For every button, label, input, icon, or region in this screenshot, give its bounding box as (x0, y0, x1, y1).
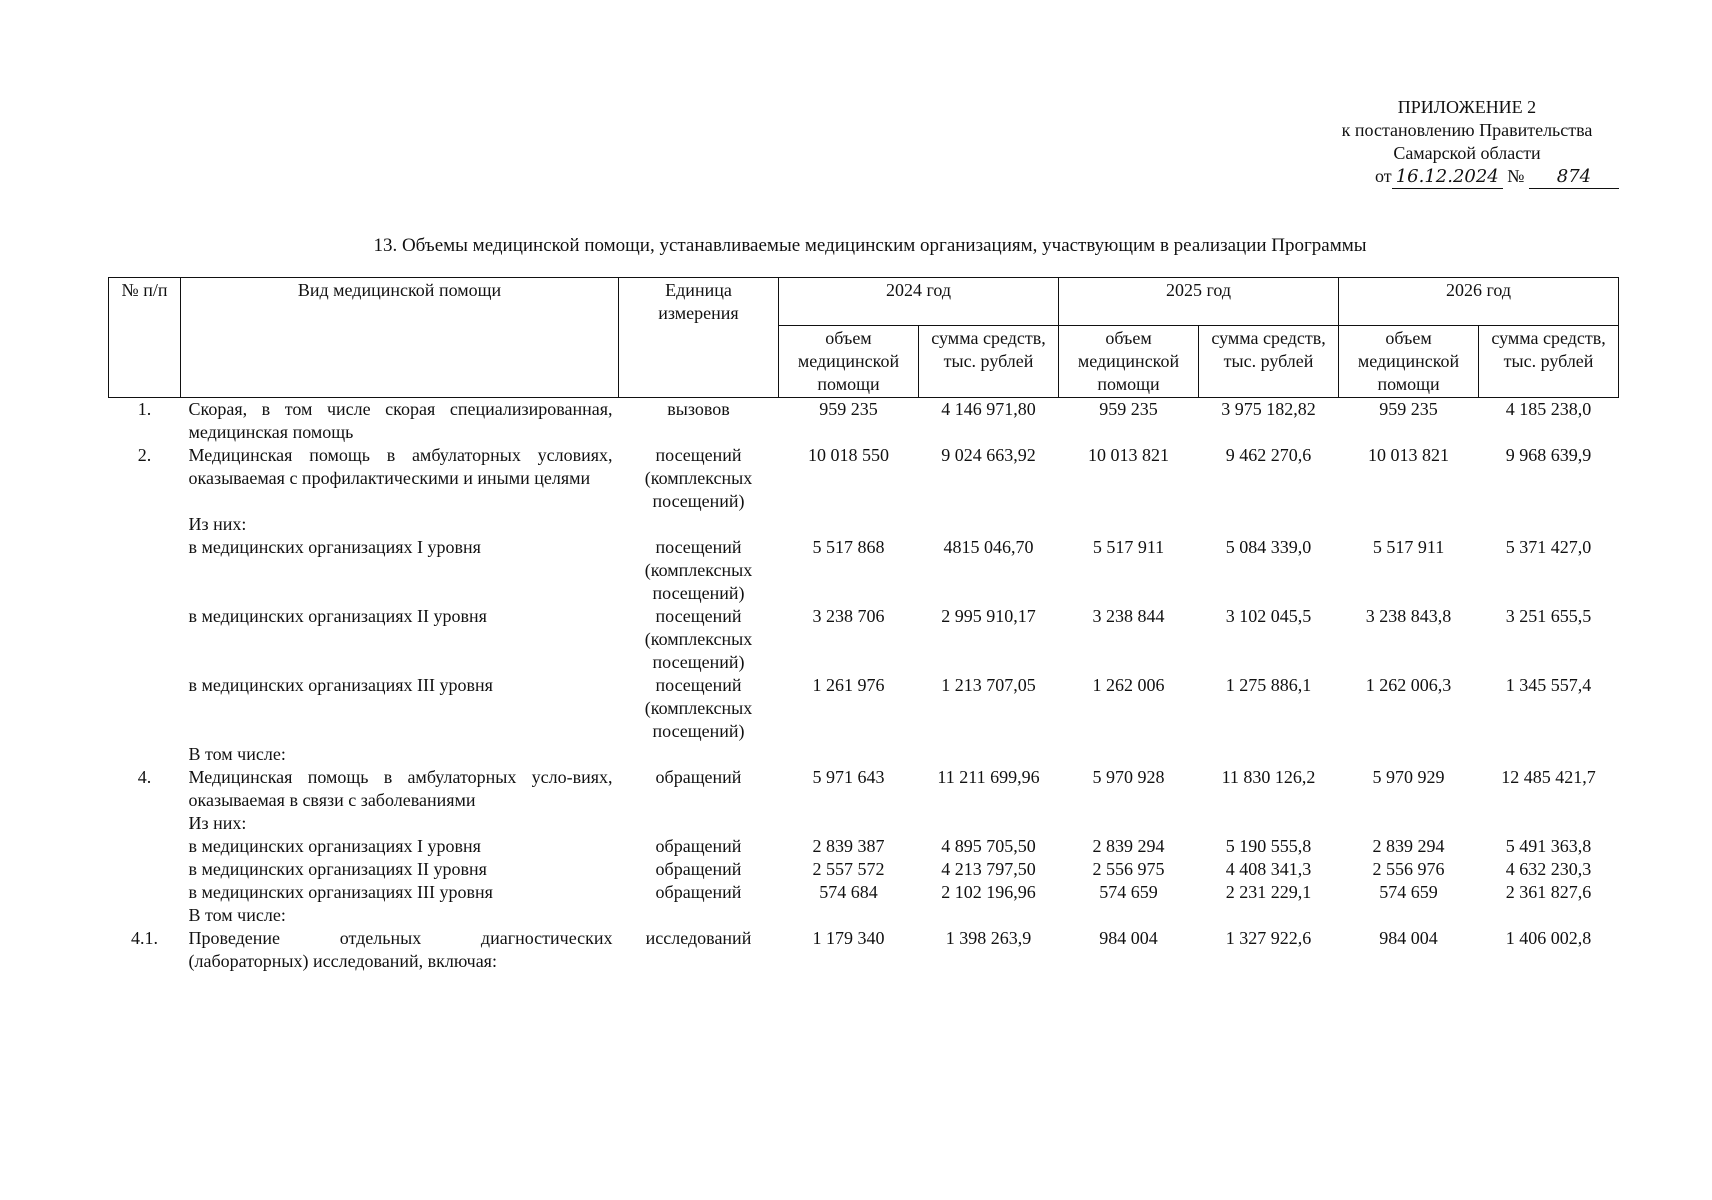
row-care-type: в медицинских организациях I уровня (188, 537, 481, 557)
row-unit: исследований (645, 928, 752, 948)
row-amount-2025: 5 190 555,8 (1225, 836, 1312, 856)
header-care-type: Вид медицинской помощи (181, 278, 619, 398)
table-row (109, 536, 1619, 605)
row-volume-2024: 1 179 340 (812, 928, 885, 948)
row-number: 4. (137, 767, 152, 787)
table-row (109, 444, 1619, 513)
row-care-type: в медицинских организациях III уровня (188, 675, 493, 695)
row-number (109, 858, 181, 881)
row-volume-2024: 959 235 (819, 399, 878, 419)
row-number (109, 605, 181, 674)
row-amount-2025: 9 462 270,6 (1225, 445, 1312, 465)
row-number: 2. (137, 445, 152, 465)
row-amount-2026: 1 345 557,4 (1505, 675, 1592, 695)
row-amount-2025: 3 102 045,5 (1225, 606, 1312, 626)
row-volume-2025: 10 013 821 (1088, 445, 1170, 465)
row-number: 4.1. (131, 928, 158, 948)
row-number (109, 835, 181, 858)
row-volume-2024: 5 971 643 (812, 767, 885, 787)
row-volume-2026: 574 659 (1379, 882, 1438, 902)
row-care-type: в медицинских организациях II уровня (188, 606, 487, 626)
row-amount-2024: 9 024 663,92 (941, 445, 1036, 465)
row-volume-2025: 3 238 844 (1092, 606, 1165, 626)
row-care-type: Скорая, в том числе скорая специализированная, медицинская помощь (188, 399, 613, 442)
row-amount-2026: 12 485 421,7 (1501, 767, 1596, 787)
header-number: № п/п (109, 278, 181, 398)
header-amount: сумма средств, тыс. рублей (1199, 326, 1339, 398)
row-care-type: Медицинская помощь в амбулаторных усло-виях, оказываемая в связи с заболеваниями (188, 767, 613, 810)
row-amount-2024: 4 146 971,80 (941, 399, 1036, 419)
table-section-label (109, 513, 1619, 536)
row-number: 1. (137, 399, 152, 419)
header-year: 2024 год (779, 278, 1059, 326)
row-volume-2024: 574 684 (819, 882, 878, 902)
row-amount-2026: 5 371 427,0 (1505, 537, 1592, 557)
row-amount-2025: 4 408 341,3 (1225, 859, 1312, 879)
row-amount-2026: 2 361 827,6 (1505, 882, 1592, 902)
header-volume: объем медицинской помощи (1059, 326, 1199, 398)
row-amount-2025: 11 830 126,2 (1221, 767, 1316, 787)
row-amount-2024: 1 213 707,05 (941, 675, 1036, 695)
row-volume-2025: 984 004 (1099, 928, 1158, 948)
appendix-resolution-line: к постановлению Правительства (1341, 120, 1593, 140)
row-care-type: Медицинская помощь в амбулаторных условиях, оказываемая с профилактическими и иными целями (188, 445, 613, 488)
row-amount-2025: 1 327 922,6 (1225, 928, 1312, 948)
appendix-date-line (1375, 165, 1619, 189)
table-section-label (109, 904, 1619, 927)
row-volume-2024: 5 517 868 (812, 537, 885, 557)
row-care-type: в медицинских организациях I уровня (188, 836, 481, 856)
row-amount-2026: 4 632 230,3 (1505, 859, 1592, 879)
header-amount: сумма средств, тыс. рублей (1479, 326, 1619, 398)
table-section-label (109, 743, 1619, 766)
row-amount-2025: 3 975 182,82 (1221, 399, 1316, 419)
table-header (109, 278, 1619, 398)
row-amount-2025: 1 275 886,1 (1225, 675, 1312, 695)
row-care-type: Проведение отдельных диагностических (лабораторных) исследований, включая: (188, 928, 613, 971)
section-label: В том числе: (188, 744, 286, 764)
date-prefix: от (1375, 166, 1392, 186)
row-number (109, 881, 181, 904)
header-year: 2025 год (1059, 278, 1339, 326)
row-volume-2026: 10 013 821 (1368, 445, 1450, 465)
row-amount-2026: 4 185 238,0 (1505, 399, 1592, 419)
row-subheading: Из них: (188, 813, 247, 833)
row-unit: посещений (комплексных посещений) (644, 675, 753, 741)
handwritten-number: 874 (1529, 165, 1619, 189)
row-amount-2026: 5 491 363,8 (1505, 836, 1592, 856)
row-volume-2026: 959 235 (1379, 399, 1438, 419)
row-volume-2025: 959 235 (1099, 399, 1158, 419)
appendix-region-line: Самарской области (1393, 143, 1541, 163)
header-year: 2026 год (1339, 278, 1619, 326)
row-volume-2025: 5 970 928 (1092, 767, 1165, 787)
appendix-stamp (1272, 96, 1662, 189)
header-amount: сумма средств, тыс. рублей (919, 326, 1059, 398)
row-volume-2026: 5 517 911 (1372, 537, 1445, 557)
row-volume-2024: 10 018 550 (808, 445, 889, 465)
appendix-title: ПРИЛОЖЕНИЕ 2 (1397, 97, 1537, 117)
row-volume-2024: 2 839 387 (812, 836, 885, 856)
row-amount-2026: 1 406 002,8 (1505, 928, 1592, 948)
section-label: В том числе: (188, 905, 286, 925)
table-row (109, 835, 1619, 858)
header-volume: объем медицинской помощи (779, 326, 919, 398)
table-body (109, 398, 1619, 974)
row-volume-2026: 2 556 976 (1372, 859, 1445, 879)
row-amount-2026: 3 251 655,5 (1505, 606, 1592, 626)
row-unit: вызовов (667, 399, 730, 419)
row-amount-2025: 5 084 339,0 (1225, 537, 1312, 557)
row-volume-2026: 2 839 294 (1372, 836, 1445, 856)
row-amount-2025: 2 231 229,1 (1225, 882, 1312, 902)
row-amount-2024: 4815 046,70 (943, 537, 1034, 557)
row-unit: посещений (комплексных посещений) (644, 606, 753, 672)
header-unit: Единица измерения (619, 278, 779, 398)
row-volume-2026: 3 238 843,8 (1365, 606, 1452, 626)
table-row (109, 881, 1619, 904)
row-volume-2024: 1 261 976 (812, 675, 885, 695)
row-volume-2024: 3 238 706 (812, 606, 885, 626)
row-volume-2025: 5 517 911 (1092, 537, 1165, 557)
table-row (109, 858, 1619, 881)
row-volume-2026: 5 970 929 (1372, 767, 1445, 787)
row-volume-2024: 2 557 572 (812, 859, 885, 879)
row-amount-2026: 9 968 639,9 (1505, 445, 1592, 465)
section-label: Из них: (188, 514, 247, 534)
row-volume-2025: 2 839 294 (1092, 836, 1165, 856)
row-amount-2024: 2 995 910,17 (941, 606, 1036, 626)
number-prefix: № (1507, 166, 1525, 186)
row-amount-2024: 1 398 263,9 (945, 928, 1032, 948)
row-number (109, 536, 181, 605)
table-row (109, 674, 1619, 743)
row-volume-2025: 574 659 (1099, 882, 1158, 902)
row-number (109, 674, 181, 743)
row-volume-2025: 2 556 975 (1092, 859, 1165, 879)
row-volume-2026: 984 004 (1379, 928, 1438, 948)
row-care-type: в медицинских организациях II уровня (188, 859, 487, 879)
header-volume: объем медицинской помощи (1339, 326, 1479, 398)
table-row (109, 927, 1619, 973)
row-volume-2026: 1 262 006,3 (1365, 675, 1452, 695)
row-unit: обращений (655, 859, 742, 879)
table-row (109, 605, 1619, 674)
row-unit: посещений (комплексных посещений) (644, 445, 753, 511)
row-care-type: в медицинских организациях III уровня (188, 882, 493, 902)
handwritten-date: 16.12.2024 (1392, 165, 1503, 189)
row-amount-2024: 4 895 705,50 (941, 836, 1036, 856)
row-unit: обращений (655, 836, 742, 856)
row-unit: обращений (655, 882, 742, 902)
volumes-table (108, 277, 1619, 973)
document-title: 13. Объемы медицинской помощи, устанавливаемые медицинским организациям, участвующим в реализации Программы (373, 235, 1367, 256)
row-care-type-cell (181, 766, 619, 835)
table-row (109, 398, 1619, 445)
row-amount-2024: 2 102 196,96 (941, 882, 1036, 902)
row-volume-2025: 1 262 006 (1092, 675, 1165, 695)
row-unit: посещений (комплексных посещений) (644, 537, 753, 603)
row-amount-2024: 11 211 699,96 (937, 767, 1040, 787)
row-unit: обращений (655, 767, 742, 787)
row-amount-2024: 4 213 797,50 (941, 859, 1036, 879)
table-row (109, 766, 1619, 835)
